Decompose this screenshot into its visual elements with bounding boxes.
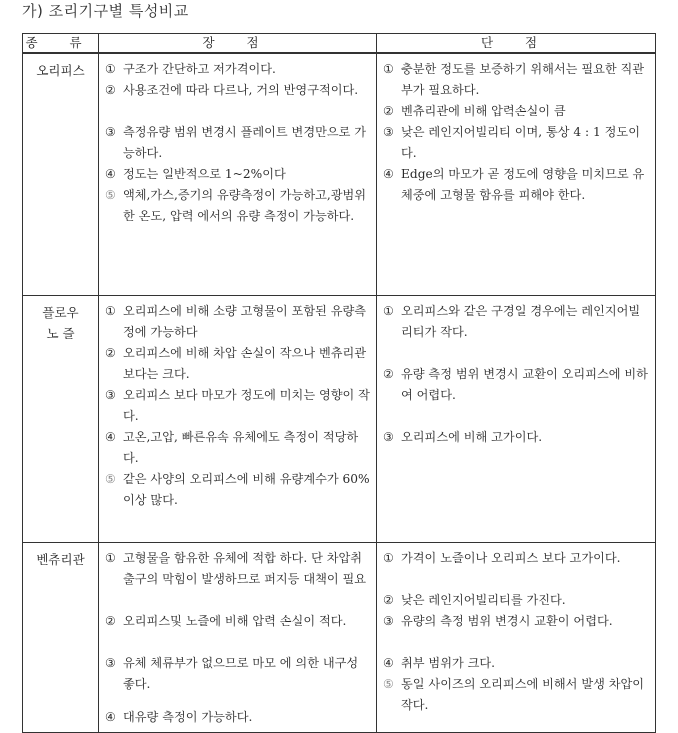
item-text: 낮은 레인지어빌리티를 가진다. <box>401 592 566 607</box>
header-row <box>23 34 656 54</box>
item-number: ④ <box>105 429 116 444</box>
item-text: 유량 측정 범위 변경시 교환이 오리피스에 비하여 어렵다. <box>401 366 648 402</box>
list-item <box>105 707 372 728</box>
item-number: ③ <box>105 387 116 402</box>
list-item <box>105 343 372 385</box>
item-text: 측정유량 범위 변경시 플레이트 변경만으로 가능하다. <box>123 125 367 160</box>
list-item <box>105 385 372 427</box>
table-row <box>23 295 656 542</box>
item-number: ② <box>383 104 394 118</box>
pros-cell <box>99 53 377 295</box>
list-item <box>383 364 651 427</box>
list-item <box>105 611 372 653</box>
kind-cell <box>23 53 99 295</box>
list-item <box>105 122 372 164</box>
item-text: 구조가 간단하고 저가격이다. <box>123 62 276 76</box>
item-text: 충분한 정도를 보증하기 위해서는 필요한 직관부가 필요하다. <box>401 62 645 97</box>
item-number: ① <box>383 550 394 565</box>
item-text: 사용조건에 따라 다르나, 거의 반영구적이다. <box>123 83 359 97</box>
item-text: 오리피스와 같은 구경일 경우에는 레인지어빌리티가 작다. <box>401 303 641 339</box>
item-text: 동일 사이즈의 오리피스에 비해서 발생 차압이 작다. <box>401 676 645 712</box>
list-item <box>383 101 651 122</box>
list-item <box>383 59 651 101</box>
list-item <box>105 80 372 122</box>
item-number: ① <box>105 62 116 76</box>
item-text: 오리피스에 비해 차압 손실이 작으나 벤츄리관 보다는 크다. <box>123 345 367 381</box>
item-text: 대유량 측정이 가능하다. <box>123 709 253 724</box>
list-item <box>105 164 372 185</box>
item-number: ③ <box>105 125 116 139</box>
list-item <box>105 59 372 80</box>
header-pros: 장 점 <box>99 34 377 54</box>
list-item <box>105 185 372 273</box>
list-item <box>383 548 651 590</box>
table-row <box>23 542 656 732</box>
list-item <box>383 653 651 674</box>
item-text: 정도는 일반적으로 1~2%이다 <box>123 167 286 181</box>
item-text: 오리피스에 비해 고가이다. <box>401 429 543 444</box>
item-number: ② <box>383 592 394 607</box>
item-text: 오리피스 보다 마모가 정도에 미치는 영향이 작다. <box>123 387 370 423</box>
list-item <box>105 301 372 343</box>
item-number: ④ <box>105 167 116 181</box>
list-item <box>383 301 651 364</box>
kind-label: 오리피스 <box>36 63 85 78</box>
list-item <box>105 653 372 707</box>
item-text: 유체 체류부가 없으므로 마모 에 의한 내구성 좋다. <box>123 655 359 691</box>
item-text: 벤츄리관에 비해 압력손실이 큼 <box>401 104 566 118</box>
cons-cell <box>377 295 656 542</box>
kind-label: 벤츄리관 <box>36 551 85 567</box>
list-item <box>383 164 651 227</box>
list-item <box>383 611 651 653</box>
item-number: ⑤ <box>105 188 116 202</box>
item-number: ② <box>383 366 394 381</box>
item-text: 유량의 측정 범위 변경시 교환이 어렵다. <box>401 613 613 628</box>
item-number: ③ <box>105 655 116 670</box>
item-number: ③ <box>383 613 394 628</box>
cons-cell <box>377 53 656 295</box>
item-text: 낮은 레인지어빌리티 이며, 통상 4 : 1 정도이다. <box>401 125 640 160</box>
item-number: ④ <box>105 709 116 724</box>
kind-cell <box>23 295 99 542</box>
item-text: 취부 범위가 크다. <box>401 655 496 670</box>
item-number: ④ <box>383 655 394 670</box>
item-text: 오리피스에 비해 소량 고형물이 포함된 유량측정에 가능하다 <box>123 303 367 339</box>
list-item <box>105 427 372 469</box>
list-item <box>383 427 651 469</box>
cons-cell <box>377 542 656 732</box>
item-text: 고온,고압, 빠른유속 유체에도 측정이 적당하다. <box>123 429 359 465</box>
item-text: Edge의 마모가 곧 정도에 영향을 미치므로 유체중에 고형물 함유를 피해야 한다. <box>401 167 645 202</box>
list-item <box>105 548 372 611</box>
item-number: ④ <box>383 167 394 181</box>
item-text: 같은 사양의 오리피스에 비해 유량계수가 60% 이상 많다. <box>123 471 370 507</box>
pros-cell <box>99 542 377 732</box>
item-number: ⑤ <box>383 676 394 691</box>
item-number: ① <box>383 303 394 318</box>
item-number: ② <box>105 83 116 97</box>
kind-label: 노 즐 <box>46 325 75 341</box>
item-number: ⑤ <box>105 471 116 486</box>
list-item <box>383 590 651 611</box>
list-item <box>383 674 651 716</box>
list-item <box>383 122 651 164</box>
item-number: ① <box>105 303 116 318</box>
item-text: 고형물을 함유한 유체에 적합 하다. 단 차압취출구의 막힘이 발생하므로 퍼지등 대책이 필요 <box>123 550 367 586</box>
item-number: ③ <box>383 429 394 444</box>
item-number: ③ <box>383 125 394 139</box>
section-title: 가) 조리기구별 특성비교 <box>22 2 189 20</box>
item-number: ① <box>105 550 116 565</box>
table-row <box>23 53 656 295</box>
item-number: ② <box>105 613 116 628</box>
item-text: 액체,가스,증기의 유량측정이 가능하고,광범위한 온도, 압력 에서의 유량 측정이 가능하다. <box>123 188 367 223</box>
item-text: 오리피스및 노즐에 비해 압력 손실이 적다. <box>123 613 347 628</box>
header-cons: 단 점 <box>377 34 656 54</box>
item-text: 가격이 노즐이나 오리피스 보다 고가이다. <box>401 550 621 565</box>
item-number: ① <box>383 62 394 76</box>
kind-cell <box>23 542 99 732</box>
list-item <box>105 469 372 511</box>
header-kind: 종 류 <box>23 34 99 54</box>
item-number: ② <box>105 345 116 360</box>
pros-cell <box>99 295 377 542</box>
comparison-table <box>22 33 656 733</box>
kind-label: 플로우 <box>42 304 79 320</box>
